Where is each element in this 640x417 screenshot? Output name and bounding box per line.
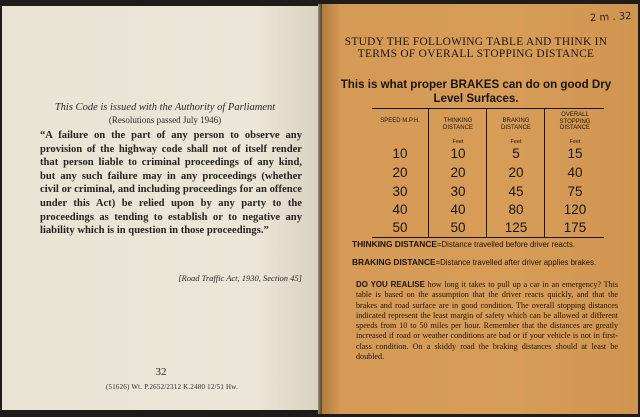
col-braking (486, 109, 545, 237)
table-cell: 80 (508, 202, 524, 217)
printer-imprint: (51626) Wt. P.2652/2312 K.2480 12/51 Hw. (105, 383, 239, 391)
page-number: 32 (155, 366, 167, 378)
resolution-note: (Resolutions passed July 1946) (108, 115, 222, 125)
table-cell: 50 (450, 220, 466, 235)
table-cell: 20 (508, 165, 524, 180)
unit-label: Feet (510, 139, 522, 145)
unit-label: Feet (569, 139, 581, 145)
authority-statement: This Code is issued with the Authority of Parliament (54, 102, 276, 113)
table-cell: 5 (512, 146, 520, 161)
realise-text: how long it takes to pull up a car in an emergency? This table is based on the assumption that the driver reacts quickly, and that the brakes and road surface are in good condition. The overall stopping distances indicated represent the least margin of safety which can be allowed at different speeds from 10 to 50 miles per hour. Remember that the distances are greatly increased if road or weather conditions are bad or if your vehicle is not in first-class condition. On a skiddy road the braking distances should at least be doubled. (356, 280, 618, 362)
table-cell: 15 (567, 146, 583, 161)
table-cell: 10 (450, 146, 466, 161)
braking-def: =Distance travelled after driver applies brakes. (435, 258, 597, 267)
table-cell: 40 (450, 202, 466, 217)
handwritten-note: 2 m . 32 (589, 10, 632, 25)
braking-term: BRAKING DISTANCE (352, 257, 436, 267)
stopping-distance-table (372, 108, 604, 238)
table-cell: 30 (392, 184, 408, 199)
table-cell: 120 (563, 202, 587, 217)
thinking-term: THINKING DISTANCE (352, 239, 437, 249)
header-overall: OVERALL STOPPING DISTANCE (559, 112, 591, 131)
table-cell: 45 (508, 184, 524, 199)
act-citation: [Road Traffic Act, 1930, Section 45] (178, 273, 302, 283)
table-cell: 40 (392, 202, 408, 217)
table-cell: 125 (504, 220, 528, 235)
unit-label: Feet (452, 139, 464, 145)
table-cell: 50 (392, 220, 408, 235)
study-heading: STUDY THE FOLLOWING TABLE AND THINK IN TERMS OF OVERALL STOPPING DISTANCE (344, 36, 608, 61)
braking-distance-definition (352, 258, 622, 267)
table-cell: 40 (567, 165, 583, 180)
thinking-distance-definition (352, 240, 622, 249)
road-traffic-act-quote: “A failure on the part of any person to observe any provision of the highway code shall not of itself render that person liable to criminal proceedings of any kind, but any such failure may in any proceedings (whether civil or criminal, and including proceedings for an offence under this Act) be relied upon by any party to the proceedings as tending to establish or to negative any liability which is in question in those proceedings.” (40, 130, 302, 237)
table-cell: 75 (567, 184, 583, 199)
col-thinking (428, 109, 487, 237)
proper-brakes-heading: This is what proper BRAKES can do on good Dry Level Surfaces. (340, 78, 612, 105)
realise-lead: DO YOU REALISE (356, 280, 425, 289)
col-speed (372, 109, 428, 237)
header-thinking: THINKING DISTANCE (443, 118, 473, 131)
header-speed: SPEED M.P.H. (380, 118, 420, 124)
table-cell: 175 (563, 220, 587, 235)
right-page (322, 4, 638, 414)
table-cell: 20 (392, 165, 408, 180)
header-braking: BRAKING DISTANCE (501, 118, 531, 131)
table-cell: 20 (450, 165, 466, 180)
col-overall (544, 109, 605, 237)
thinking-def: =Distance travelled before driver reacts. (437, 240, 576, 249)
left-page (2, 6, 320, 410)
table-cell: 10 (392, 146, 408, 161)
table-cell: 30 (450, 184, 466, 199)
do-you-realise-paragraph (356, 280, 618, 362)
